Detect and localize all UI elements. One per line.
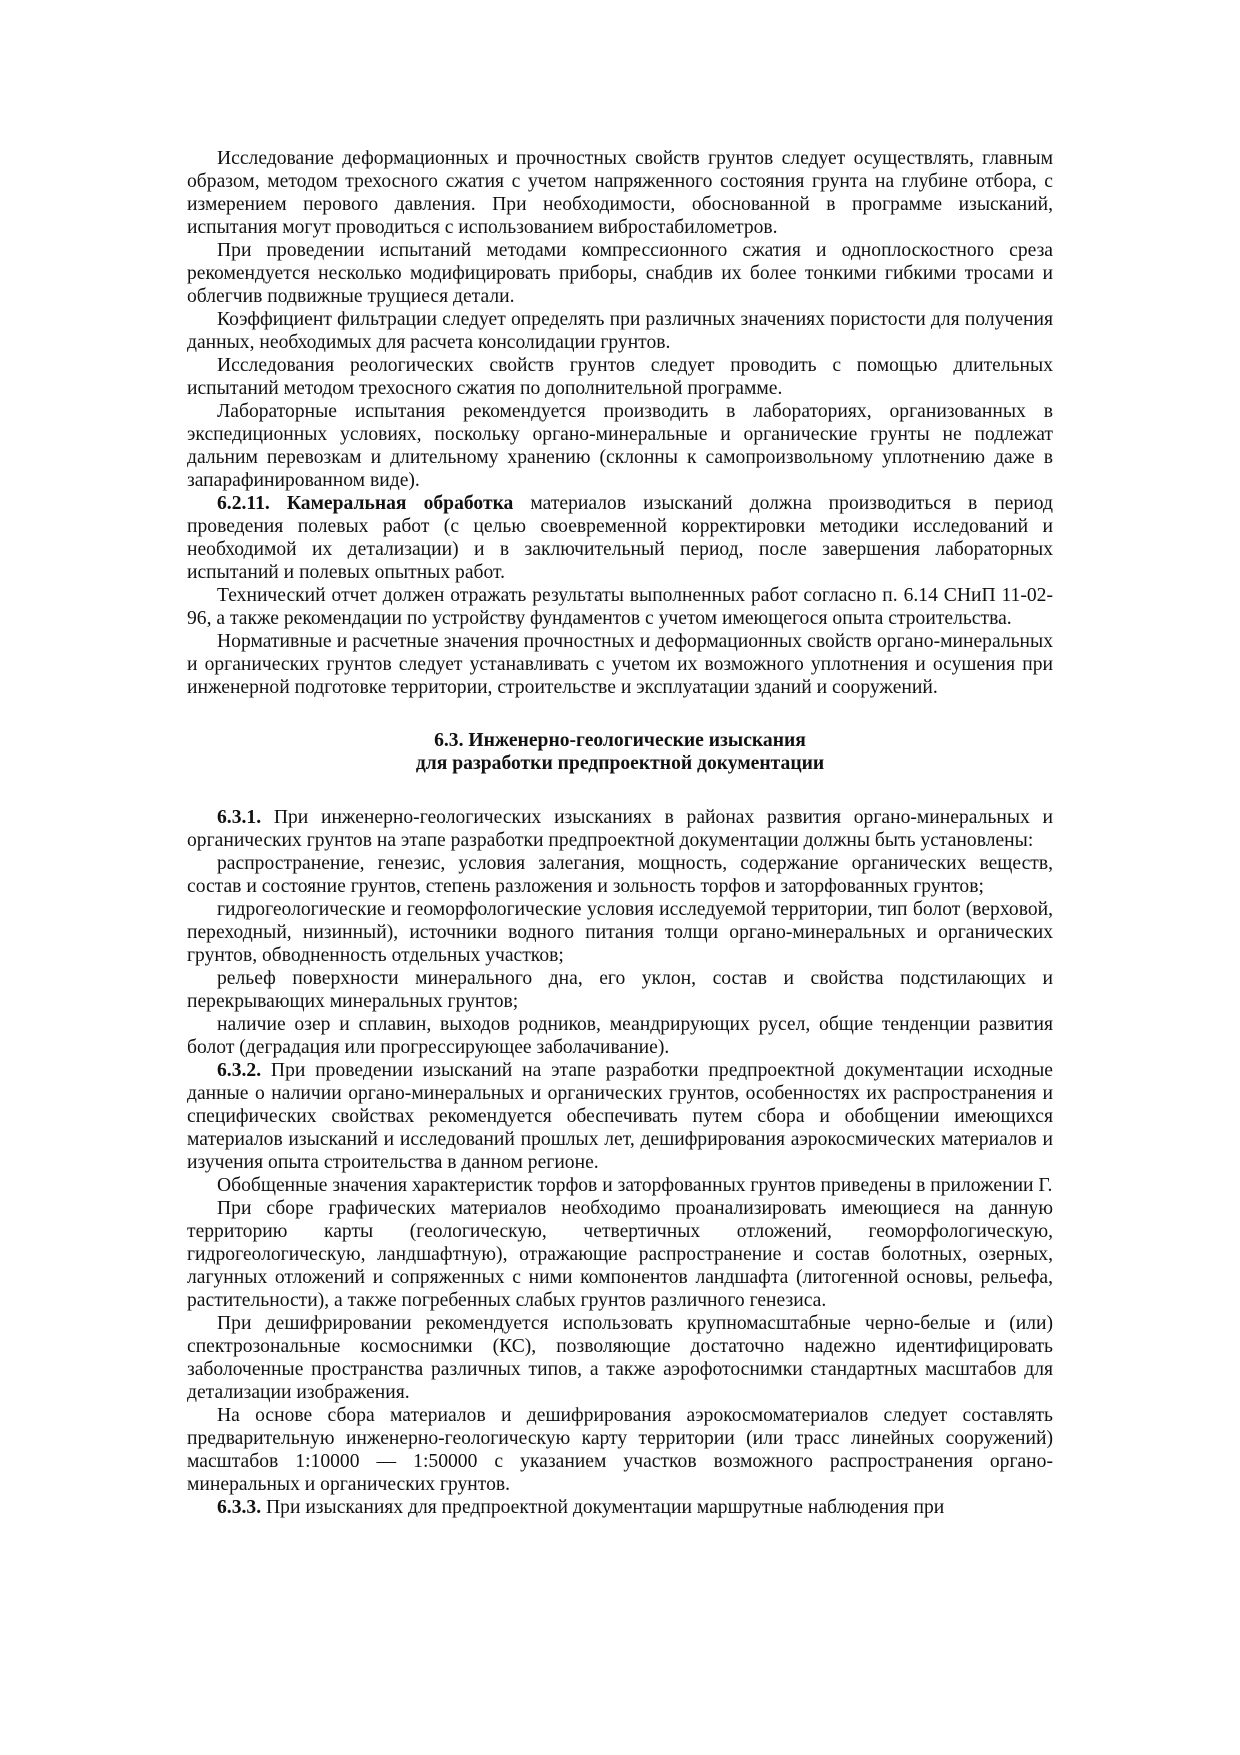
paragraph-text: Коэффициент фильтрации следует определять при различных значениях пористости для получения данных, необходимых для расчета консолидации грунтов. — [187, 309, 1053, 353]
paragraph — [187, 239, 1053, 308]
paragraph-text: На основе сбора материалов и дешифрирования аэрокосмоматериалов следует составлять предварительную инженерно-геологическую карту территории (или трасс линейных сооружений) масштабов 1:10000 — 1:50000 с указанием участков возможного распространения органо-минеральных и органических грунтов. — [187, 1405, 1053, 1495]
paragraph — [187, 1404, 1053, 1496]
paragraph-text: При проведении изысканий на этапе разработки предпроектной документации исходные данные о наличии органо-минеральных и органических грунтов, особенностях их распространения и специфических свойствах рекомендуется обеспечивать путем сбора и обобщении имеющихся материалов изысканий и исследований прошлых лет, дешифрирования аэрокосмических материалов и изучения опыта строительства в данном регионе. — [187, 1060, 1053, 1173]
paragraph — [187, 147, 1053, 239]
paragraph — [187, 1197, 1053, 1312]
paragraph-lead: 6.3.2. — [217, 1060, 262, 1081]
paragraph — [187, 584, 1053, 630]
paragraph — [187, 852, 1053, 898]
paragraph — [187, 308, 1053, 354]
paragraph-lead: 6.2.11. Камеральная обработка — [217, 493, 514, 514]
paragraph — [187, 1496, 1053, 1519]
paragraph-text: При изысканиях для предпроектной документации маршрутные наблюдения при — [261, 1497, 945, 1518]
section-heading-line1: 6.3. Инженерно-геологические изыскания — [434, 730, 806, 751]
paragraph-text: Нормативные и расчетные значения прочностных и деформационных свойств органо-минеральных и органических грунтов следует устанавливать с учетом их возможного уплотнения и осушения при инженерной подготовке территории, строительстве и эксплуатации зданий и сооружений. — [187, 631, 1053, 698]
paragraph-lead: 6.3.1. — [217, 807, 262, 828]
paragraph-text: Исследования реологических свойств грунтов следует проводить с помощью длительных испытаний методом трехосного сжатия по дополнительной программе. — [187, 355, 1053, 399]
paragraph-text: При сборе графических материалов необходимо проанализировать имеющиеся на данную территорию карты (геологическую, четвертичных отложений, геоморфологическую, гидрогеологическую, ландшафтную), отражающие распространение и состав болотных, озерных, лагунных отложений и сопряженных с ними компонентов ландшафта (литогенной основы, рельефа, растительности), а также погребенных слабых грунтов различного генезиса. — [187, 1198, 1053, 1311]
paragraph-text: наличие озер и сплавин, выходов родников, меандрирующих русел, общие тенденции развития болот (деградация или прогрессирующее заболачивание). — [187, 1014, 1053, 1058]
paragraph — [187, 492, 1053, 584]
paragraph-text: При дешифрировании рекомендуется использовать крупномасштабные черно-белые и (или) спектрозональные космоснимки (КС), позволяющие достаточно надежно идентифицировать заболоченные пространства различных типов, а также аэрофотоснимки стандартных масштабов для детализации изображения. — [187, 1313, 1053, 1403]
paragraph-text: Технический отчет должен отражать результаты выполненных работ согласно п. 6.14 СНиП 11-02-96, а также рекомендации по устройству фундаментов с учетом имеющегося опыта строительства. — [187, 585, 1053, 629]
paragraph-text: Лабораторные испытания рекомендуется производить в лабораториях, организованных в экспедиционных условиях, поскольку органо-минеральные и органические грунты не подлежат дальним перевозкам и длительному хранению (склонны к самопроизвольному уплотнению даже в запарафинированном виде). — [187, 401, 1053, 491]
document-page — [187, 147, 1053, 1519]
paragraph — [187, 400, 1053, 492]
paragraph — [187, 1174, 1053, 1197]
paragraph — [187, 630, 1053, 699]
paragraph-lead: 6.3.3. — [217, 1497, 262, 1518]
paragraph-text: гидрогеологические и геоморфологические условия исследуемой территории, тип болот (верховой, переходный, низинный), источники водного питания толщи органо-минеральных и органических грунтов, обводненность отдельных участков; — [187, 899, 1053, 966]
paragraph-text: Исследование деформационных и прочностных свойств грунтов следует осуществлять, главным образом, методом трехосного сжатия с учетом напряженного состояния грунта на глубине отбора, с измерением перового давления. При необходимости, обоснованной в программе изысканий, испытания могут проводиться с использованием вибростабилометров. — [187, 148, 1053, 238]
paragraphs-bottom — [187, 806, 1053, 1519]
paragraph-text: распространение, генезис, условия залегания, мощность, содержание органических веществ, состав и состояние грунтов, степень разложения и зольность торфов и заторфованных грунтов; — [187, 853, 1053, 897]
paragraph — [187, 898, 1053, 967]
paragraph-text: рельеф поверхности минерального дна, его уклон, состав и свойства подстилающих и перекрывающих минеральных грунтов; — [187, 968, 1053, 1012]
paragraph — [187, 967, 1053, 1013]
paragraph — [187, 1059, 1053, 1174]
section-heading-line2: для разработки предпроектной документации — [415, 753, 825, 774]
paragraphs-top — [187, 147, 1053, 699]
paragraph — [187, 1312, 1053, 1404]
paragraph-text: При инженерно-геологических изысканиях в районах развития органо-минеральных и органических грунтов на этапе разработки предпроектной документации должны быть установлены: — [187, 807, 1053, 851]
paragraph-text: Обобщенные значения характеристик торфов и заторфованных грунтов приведены в приложении Г. — [217, 1175, 1053, 1196]
section-heading — [187, 729, 1053, 775]
paragraph — [187, 354, 1053, 400]
paragraph-text: При проведении испытаний методами компрессионного сжатия и одноплоскостного среза рекомендуется несколько модифицировать приборы, снабдив их более тонкими гибкими тросами и облегчив подвижные трущиеся детали. — [187, 240, 1053, 307]
paragraph — [187, 806, 1053, 852]
paragraph — [187, 1013, 1053, 1059]
paragraph-text: материалов изысканий должна производиться в период проведения полевых работ (с целью своевременной корректировки методики исследований и необходимой их детализации) и в заключительный период, после завершения лабораторных испытаний и полевых опытных работ. — [187, 493, 1053, 583]
